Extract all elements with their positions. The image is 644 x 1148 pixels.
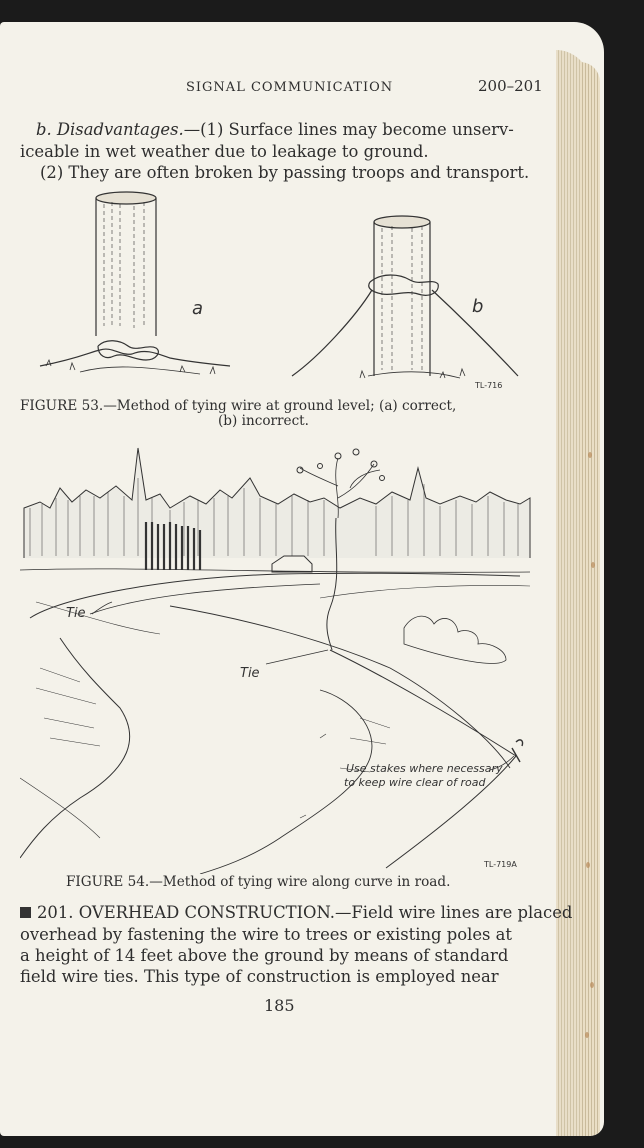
figure-53-illustration [20, 186, 540, 382]
section-marker-icon [20, 907, 31, 918]
paragraph-line: (2) They are often broken by passing troops and transport. [40, 163, 530, 182]
heading-disadvantages: b. Disadvantages. [36, 120, 184, 139]
paragraph-line: iceable in wet weather due to leakage to ground. [20, 142, 429, 161]
page-number: 185 [264, 996, 295, 1015]
figure-54-note-2: to keep wire clear of road [344, 776, 486, 789]
stain [591, 562, 595, 568]
figure-53-ref: TL-716 [475, 381, 503, 390]
section-number: 201. [37, 903, 74, 922]
figure-54-ref: TL-719A [484, 860, 517, 869]
stain [585, 1032, 589, 1038]
figure-54-illustration [20, 438, 540, 874]
figure-54-tie-left: Tie [66, 606, 86, 621]
stain [586, 862, 590, 868]
running-head: SIGNAL COMMUNICATION [186, 80, 394, 95]
figure-53-label-a: a [192, 298, 204, 319]
section-title: OVERHEAD CONSTRUCTION. [78, 903, 335, 922]
stain [590, 982, 594, 988]
page-range: 200–201 [478, 77, 543, 95]
paragraph-line: overhead by fastening the wire to trees or existing poles at [20, 925, 513, 944]
book-page [0, 22, 604, 1136]
figure-53-caption-2: (b) incorrect. [218, 413, 309, 429]
paragraph-line: field wire ties. This type of construction is employed near [20, 967, 499, 986]
stain [588, 452, 592, 458]
figure-53-label-b: b [472, 296, 484, 317]
paragraph-line: a height of 14 feet above the ground by means of standard [20, 946, 509, 965]
paragraph-line: b. Disadvantages.—(1) Surface lines may become unserv- [36, 120, 514, 139]
figure-54-tie-center: Tie [240, 666, 260, 681]
figure-54-note-1: Use stakes where necessary [346, 762, 503, 775]
figure-54-caption: FIGURE 54.—Method of tying wire along curve in road. [66, 874, 451, 890]
section-201-line: 201. OVERHEAD CONSTRUCTION.—Field wire lines are placed [20, 903, 572, 922]
figure-53-caption: FIGURE 53.—Method of tying wire at ground level; (a) correct, [20, 398, 457, 414]
page-edges-inner [580, 62, 600, 1136]
